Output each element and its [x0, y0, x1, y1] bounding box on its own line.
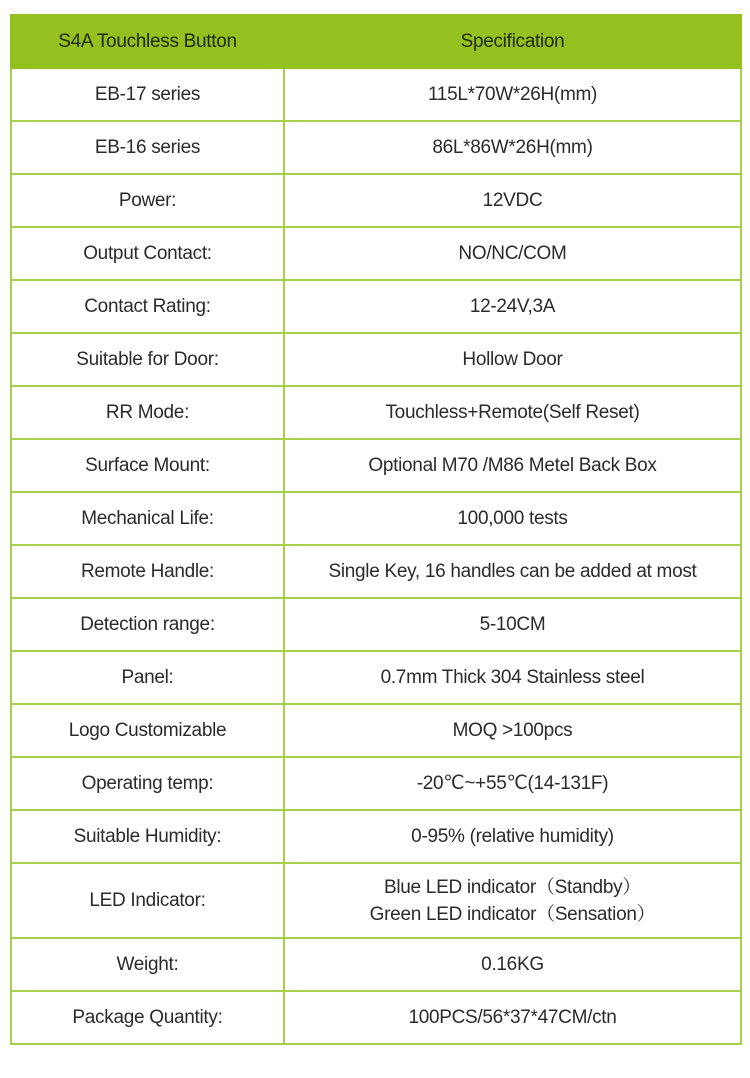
row-label: Panel: [11, 651, 284, 704]
table-row [11, 757, 741, 810]
row-value: 0.16KG [284, 938, 741, 991]
table-row [11, 492, 741, 545]
table-row [11, 174, 741, 227]
row-label: Package Quantity: [11, 991, 284, 1044]
row-label: LED Indicator: [11, 863, 284, 938]
row-label: Contact Rating: [11, 280, 284, 333]
table-row [11, 439, 741, 492]
table-row [11, 991, 741, 1044]
row-label: Detection range: [11, 598, 284, 651]
row-value: 86L*86W*26H(mm) [284, 121, 741, 174]
row-value: 5-10CM [284, 598, 741, 651]
row-label: Output Contact: [11, 227, 284, 280]
row-label: Surface Mount: [11, 439, 284, 492]
table-row [11, 598, 741, 651]
row-label: Weight: [11, 938, 284, 991]
row-label: Remote Handle: [11, 545, 284, 598]
row-value-line: Green LED indicator（Sensation） [369, 903, 656, 925]
row-value: 115L*70W*26H(mm) [284, 68, 741, 121]
row-label: Power: [11, 174, 284, 227]
row-value-line: Blue LED indicator（Standby） [384, 876, 641, 898]
row-value: MOQ >100pcs [284, 704, 741, 757]
table-header-row [11, 15, 741, 68]
table-row [11, 121, 741, 174]
table-row [11, 68, 741, 121]
table-row [11, 227, 741, 280]
table-row [11, 333, 741, 386]
row-value: Touchless+Remote(Self Reset) [284, 386, 741, 439]
header-product: S4A Touchless Button [11, 15, 284, 68]
row-label: EB-16 series [11, 121, 284, 174]
table-row [11, 810, 741, 863]
row-value: -20℃~+55℃(14-131F) [284, 757, 741, 810]
row-label: Logo Customizable [11, 704, 284, 757]
row-label: Mechanical Life: [11, 492, 284, 545]
row-value: 0-95% (relative humidity) [284, 810, 741, 863]
row-label: Suitable Humidity: [11, 810, 284, 863]
row-value: Optional M70 /M86 Metel Back Box [284, 439, 741, 492]
row-value: 100PCS/56*37*47CM/ctn [284, 991, 741, 1044]
row-value [284, 863, 741, 938]
row-label: EB-17 series [11, 68, 284, 121]
row-value: 100,000 tests [284, 492, 741, 545]
spec-table [10, 14, 742, 1045]
table-row [11, 280, 741, 333]
row-value: 12VDC [284, 174, 741, 227]
table-row [11, 651, 741, 704]
row-value: NO/NC/COM [284, 227, 741, 280]
row-value: 12-24V,3A [284, 280, 741, 333]
table-row [11, 386, 741, 439]
row-value: Hollow Door [284, 333, 741, 386]
header-specification: Specification [284, 15, 741, 68]
table-row [11, 938, 741, 991]
table-row [11, 704, 741, 757]
row-value: 0.7mm Thick 304 Stainless steel [284, 651, 741, 704]
table-row [11, 545, 741, 598]
row-label: RR Mode: [11, 386, 284, 439]
row-value: Single Key, 16 handles can be added at most [284, 545, 741, 598]
row-label: Operating temp: [11, 757, 284, 810]
row-label: Suitable for Door: [11, 333, 284, 386]
table-row [11, 863, 741, 938]
